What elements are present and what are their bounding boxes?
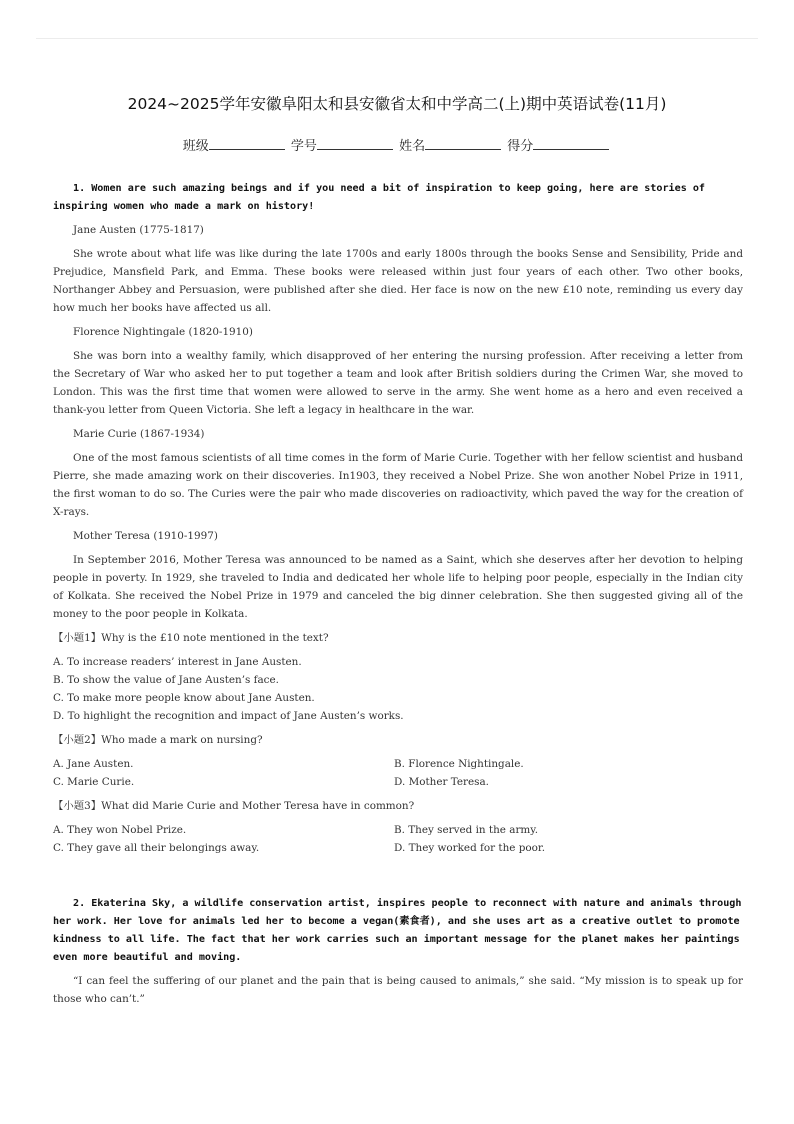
option-c[interactable]: C. To make more people know about Jane Austen. [53,692,315,704]
header-divider [36,38,758,39]
option-d[interactable]: D. Mother Teresa. [394,776,489,788]
exam-content [53,180,743,1014]
section-paragraph: In September 2016, Mother Teresa was announced to be named as a Saint, which she deserves after her devotion to helping people in poverty. In 1929, she traveled to India and dedicated her whole life to helping poor people, especially in the Indian city of Kolkata. She received the Nobel Prize in 1979 and canceled the big dinner celebration. She then suggested giving all of the money to the poor people in Kolkata. [53,554,743,620]
section-jane-austen [53,221,743,317]
student-info-line [0,135,794,154]
sub-question-1-stem: 【小题1】Why is the £10 note mentioned in the text? [53,632,329,644]
question-1-stem: 1. Women are such amazing beings and if you need a bit of inspiration to keep going, here are stories of inspiring women who made a mark on history! [53,183,706,212]
section-marie-curie [53,425,743,521]
question-spacer [53,863,743,895]
section-florence-nightingale [53,323,743,419]
sub-question-3-options [53,821,743,857]
option-d[interactable]: D. They worked for the poor. [394,842,546,854]
page-title: 2024~2025学年安徽阜阳太和县安徽省太和中学高二(上)期中英语试卷(11月) [127,95,667,113]
section-mother-teresa [53,527,743,623]
score-blank[interactable] [533,137,609,150]
section-paragraph: She was born into a wealthy family, which disapproved of her entering the nursing profession. After receiving a letter from the Secretary of War who asked her to put together a team and look after British soldiers during the Crimen War, she moved to London. This was the first time that women were allowed to serve in the army. She went home as a hero and even received a thank-you letter from Queen Victoria. She left a legacy in healthcare in the war. [53,350,743,416]
option-d[interactable]: D. To highlight the recognition and impact of Jane Austen’s works. [53,710,404,722]
option-b[interactable]: B. Florence Nightingale. [394,758,524,770]
option-a[interactable]: A. To increase readers’ interest in Jane Austen. [53,656,302,668]
option-b[interactable]: B. They served in the army. [394,824,539,836]
name-label: 姓名 [399,139,426,154]
class-label: 班级 [182,139,209,154]
class-blank[interactable] [209,137,285,150]
option-a[interactable]: A. Jane Austen. [53,758,134,770]
name-blank[interactable] [425,137,501,150]
section-paragraph: One of the most famous scientists of all time comes in the form of Marie Curie. Together with her fellow scientist and husband Pierre, she made amazing work on their discoveries. In1903, they received a Nobel Prize. She won another Nobel Prize in 1911, the first woman to do so. The Curies were the pair who made discoveries on radioactivity, which paved the way for the creation of X-rays. [53,452,743,518]
student-id-blank[interactable] [317,137,393,150]
section-heading: Florence Nightingale (1820-1910) [73,326,253,338]
section-heading: Mother Teresa (1910-1997) [73,530,218,542]
option-c[interactable]: C. Marie Curie. [53,776,135,788]
option-c[interactable]: C. They gave all their belongings away. [53,842,260,854]
sub-question-2-stem: 【小题2】Who made a mark on nursing? [53,734,263,746]
section-heading: Marie Curie (1867-1934) [73,428,205,440]
student-id-label: 学号 [290,139,317,154]
score-label: 得分 [507,139,534,154]
sub-question-2-options [53,755,743,791]
section-heading: Jane Austen (1775-1817) [73,224,204,236]
question-2-paragraph: “I can feel the suffering of our planet and the pain that is being caused to animals,” she said. “My mission is to speak up for those who can’t.” [53,975,743,1005]
option-b[interactable]: B. To show the value of Jane Austen’s face. [53,674,279,686]
sub-question-1-options [53,653,743,725]
option-a[interactable]: A. They won Nobel Prize. [53,824,187,836]
sub-question-3-stem: 【小题3】What did Marie Curie and Mother Teresa have in common? [53,800,415,812]
question-2-stem: 2. Ekaterina Sky, a wildlife conservation artist, inspires people to reconnect with nature and animals through her work. Her love for animals led her to become a vegan(素食者), and she uses art as a creative outlet to promote kindness to all life. The fact that her work carries such an important message for the planet makes her paintings even more beautiful and moving. [53,898,742,963]
section-paragraph: She wrote about what life was like during the late 1700s and early 1800s through the books Sense and Sensibility, Pride and Prejudice, Mansfield Park, and Emma. These books were released within just four years of each other. Two other books, Northanger Abbey and Persuasion, were published after she died. Her face is now on the new £10 note, reminding us every day how much her books have affected us all. [53,248,743,314]
